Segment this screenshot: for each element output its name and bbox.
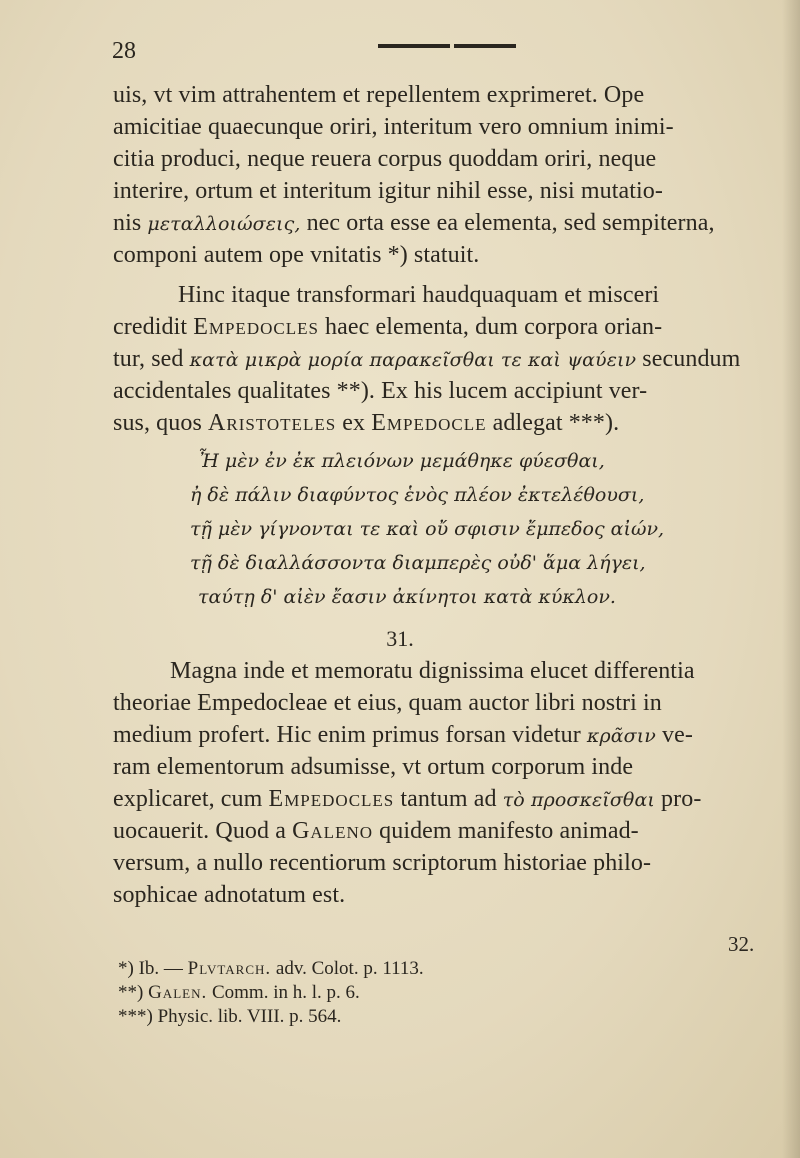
text-line: sophicae adnotatum est. xyxy=(113,882,346,908)
text-line: uis, vt vim attrahentem et repellentem exprimeret. Ope xyxy=(113,82,645,108)
text-line: ram elementorum adsumisse, vt ortum corporum inde xyxy=(113,754,634,780)
text-line: Magna inde et memoratu dignissima elucet differentia xyxy=(170,658,695,684)
text-segment: quidem manifesto animad- xyxy=(373,818,639,844)
text-line xyxy=(113,722,693,749)
text-line xyxy=(113,786,701,813)
text-line: accidentales qualitates **). Ex his lucem accipiunt ver- xyxy=(113,378,648,404)
text-segment: tantum ad xyxy=(394,786,503,812)
text-line: amicitiae quaecunque oriri, interitum vero omnium inimi- xyxy=(113,114,674,140)
text-segment: credidit xyxy=(113,314,194,340)
footnote xyxy=(118,1006,341,1028)
footnote-mark: ***) xyxy=(118,1006,153,1027)
text-line xyxy=(113,314,662,341)
author-name: Empedocle xyxy=(371,410,487,436)
footnote-mark: **) xyxy=(118,982,144,1003)
greek-verse: Ἦ μὲν ἐν ἐκ πλειόνων μεμάθηκε φύεσθαι, xyxy=(198,450,605,472)
author-name: Empedocles xyxy=(193,314,319,340)
text-segment: haec elementa, dum corpora orian- xyxy=(318,314,663,340)
text-segment: secundum xyxy=(636,346,741,372)
footnote xyxy=(118,982,360,1004)
page-number: 28 xyxy=(112,38,136,64)
author-name: Plvtarch. xyxy=(187,958,272,979)
text-line xyxy=(113,346,740,373)
text-line: componi autem ope vnitatis *) statuit. xyxy=(113,242,480,268)
text-line: citia produci, neque reuera corpus quoddam oriri, neque xyxy=(113,146,657,172)
text-segment: medium profert. Hic enim primus forsan videtur xyxy=(113,722,587,748)
text-segment: nec orta esse ea elementa, sed sempiterna, xyxy=(300,210,715,236)
page-edge-shadow xyxy=(782,0,800,1158)
footnote-text: Comm. in h. l. p. 6. xyxy=(207,982,360,1003)
text-segment: ex xyxy=(336,410,372,436)
author-name: Galeno xyxy=(292,818,374,844)
text-line: versum, a nullo recentiorum scriptorum historiae philo- xyxy=(113,850,652,876)
greek-verse: τῇ δὲ διαλλάσσοντα διαμπερὲς οὐδ' ἅμα λήγει, xyxy=(190,552,646,574)
author-name: Empedocles xyxy=(268,786,395,812)
text-segment: explicaret, cum xyxy=(113,786,269,812)
footnote-text: Physic. lib. VIII. p. 564. xyxy=(157,1006,342,1027)
author-name: Galen. xyxy=(148,982,208,1003)
footnote-mark: *) xyxy=(118,958,134,979)
text-line xyxy=(113,818,639,845)
greek-term: τὸ προσκεῖσθαι xyxy=(502,789,655,811)
greek-term: μεταλλοιώσεις, xyxy=(147,213,301,235)
text-line xyxy=(113,210,715,237)
text-segment: adlegat ***). xyxy=(486,410,620,436)
text-line: theoriae Empedocleae et eius, quam auctor libri nostri in xyxy=(113,690,662,716)
header-rule xyxy=(378,44,450,48)
text-segment: nis xyxy=(113,210,148,236)
text-segment: pro- xyxy=(654,786,702,812)
greek-verse: ἠ δὲ πάλιν διαφύντος ἑνὸς πλέον ἐκτελέθουσι, xyxy=(190,484,645,506)
text-segment: sus, quos xyxy=(113,410,209,436)
greek-verse: ταύτῃ δ' αἰὲν ἔασιν ἀκίνητοι κατὰ κύκλον. xyxy=(198,586,616,608)
text-segment: ve- xyxy=(655,722,693,748)
text-segment: uocauerit. Quod a xyxy=(113,818,293,844)
text-line: interire, ortum et interitum igitur nihil esse, nisi mutatio- xyxy=(113,178,664,204)
greek-term: κατὰ μικρὰ μορία παρακεῖσθαι τε καὶ ψαύειν xyxy=(189,349,637,371)
footnote xyxy=(118,958,424,980)
author-name: Aristoteles xyxy=(208,410,337,436)
footnote-text: adv. Colot. p. 1113. xyxy=(271,958,424,979)
text-line: Hinc itaque transformari haudquaquam et misceri xyxy=(178,282,660,308)
greek-verse: τῇ μὲν γίγνονται τε καὶ οὔ σφισιν ἔμπεδος αἰών, xyxy=(190,518,665,540)
catchword: 32. xyxy=(728,932,755,956)
section-number: 31. xyxy=(386,626,414,651)
footnote-text: Ib. — xyxy=(138,958,188,979)
header-rule xyxy=(454,44,516,48)
text-line xyxy=(113,410,619,437)
text-segment: tur, sed xyxy=(113,346,190,372)
greek-term: κρᾶσιν xyxy=(586,725,656,747)
